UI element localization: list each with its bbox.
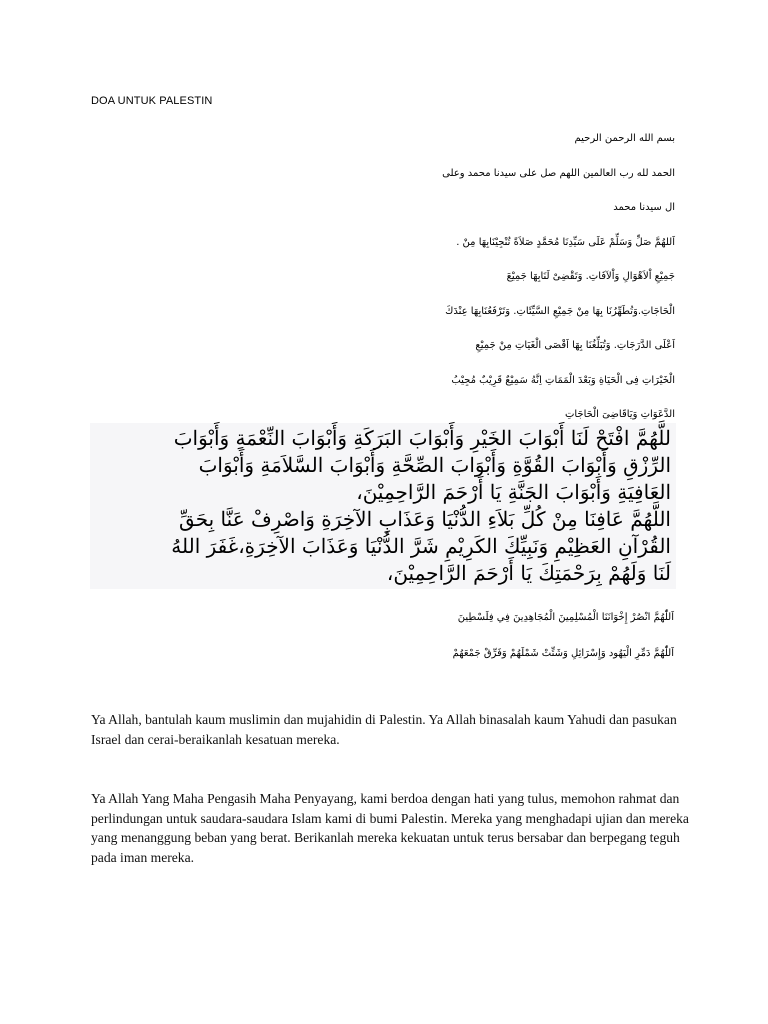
arabic-line: القُرْآنِ العَظِيْمِ وَنَبِيِّكَ الكَرِيْمِ شَرَّ الدُّنْيَا وَعَذَابَ الآخِرَةِ،غَفَرَ اللهُ bbox=[171, 534, 671, 558]
document-title: DOA UNTUK PALESTIN bbox=[91, 95, 213, 107]
translation-paragraph-2: Ya Allah Yang Maha Pengasih Maha Penyayang, kami berdoa dengan hati yang tulus, memohon rahmat dan perlindungan untuk saudara-saudara Islam kami di bumi Palestin. Mereka yang menghadapi ujian dan mereka yang menanggung beban yang berat. Berikanlah mereka kekuatan untuk terus bersabar dan berpegang teguh pada iman mereka. bbox=[91, 791, 689, 865]
arabic-line: اَللهُمَّ صَلِّ وَسَلِّمْ عَلَى سَيِّدِنَا مُحَمَّدٍ صَلاَةً تُنْجِيْنَابِهَا مِنْ . bbox=[456, 236, 675, 248]
arabic-line: اَللّٰهُمَّ دَمِّرِ الْيَهُود وَإِسْرَائِلِ وَشَتِّتْ شَمْلَهُمْ وَفَرِّقْ جَمْعَهُمْ bbox=[452, 648, 674, 659]
arabic-line: اَعْلَى الدَّرَجَاتِ. وَتُبَلِّغُنَا بِهَا اَقْصَى الْغَيَاتِ مِنْ جَمِيْعِ bbox=[475, 340, 675, 351]
arabic-line: الحمد لله رب العالمين اللهم صل على سيدنا محمد وعلى bbox=[442, 167, 675, 179]
arabic-line: بسم الله الرحمن الرحيم bbox=[574, 133, 675, 144]
arabic-line: الدَّعَوَاتِ وَيَاقَاضِىَ الْحَاجَاتِ bbox=[564, 409, 675, 420]
arabic-line: الْخَيْرَاتِ فِى الْحَيَاةِ وَبَعْدَ الْمَمَاتِ اِنَّهُ سَمِيْعٌ قَرِيْبٌ مُجِيْبُ bbox=[451, 374, 675, 386]
arabic-prayer-block-1 bbox=[90, 122, 675, 433]
arabic-line: للَّهُمَّ افْتَحْ لَنَا أَبْوَابَ الخَيْرِ وَأَبْوَابَ البَرَكَةِ وَأَبْوَابَ النِّعْمَةِ وَأَبْوَابَ bbox=[173, 426, 671, 450]
arabic-line: جَمِيْعِ اْلاَهْوَالِ وَاْلآفَاتِ. وَتَقْضِىْ لَنَابِهَا جَمِيْعَ bbox=[506, 271, 675, 282]
arabic-line: ال سيدنا محمد bbox=[613, 202, 675, 213]
arabic-line: اللَّهُمَّ عَافِنَا مِنْ كُلِّ بَلاَءِ الدُّنْيَا وَعَذَابِ الآخِرَةِ وَاصْرِفْ عَنَّا بِحَقِّ bbox=[179, 507, 671, 531]
arabic-prayer-block-2 bbox=[90, 423, 676, 589]
translation-paragraph-1: Ya Allah, bantulah kaum muslimin dan mujahidin di Palestin. Ya Allah binasalah kaum Yahudi dan pasukan Israel dan cerai-beraikanlah kesatuan mereka. bbox=[91, 712, 677, 747]
arabic-line: العَافِيَةِ وَأَبْوَابَ الجَنَّةِ يَا أَرْحَمَ الرَّاحِمِيْنَ، bbox=[356, 480, 671, 504]
arabic-line: اَللّٰهُمَّ انْصُرْ إِخْوَانَنَا الْمُسْلِمِينَ الْمُجَاهِدِينَ فِي فِلَسْطِينَ bbox=[457, 612, 674, 623]
arabic-prayer-block-3 bbox=[90, 600, 674, 672]
arabic-line: لَنَا وَلَهُمْ بِرَحْمَتِكَ يَا أَرْحَمَ الرَّاحِمِيْنَ، bbox=[386, 561, 671, 585]
arabic-line: الْحَاجَاتِ.وَتُطَهِّرُنَا بِهَا مِنْ جَمِيْعِ السَّيِّئَاتِ. وَتَرْفَعُنَابِهَا عِنْدَكَ bbox=[445, 305, 675, 317]
arabic-line: الرِّزْقِ وَأَبْوَابَ القُوَّةِ وَأَبْوَابَ الصِّحَّةِ وَأَبْوَابَ السَّلاَمَةِ وَأَبْوَابَ bbox=[198, 453, 671, 477]
